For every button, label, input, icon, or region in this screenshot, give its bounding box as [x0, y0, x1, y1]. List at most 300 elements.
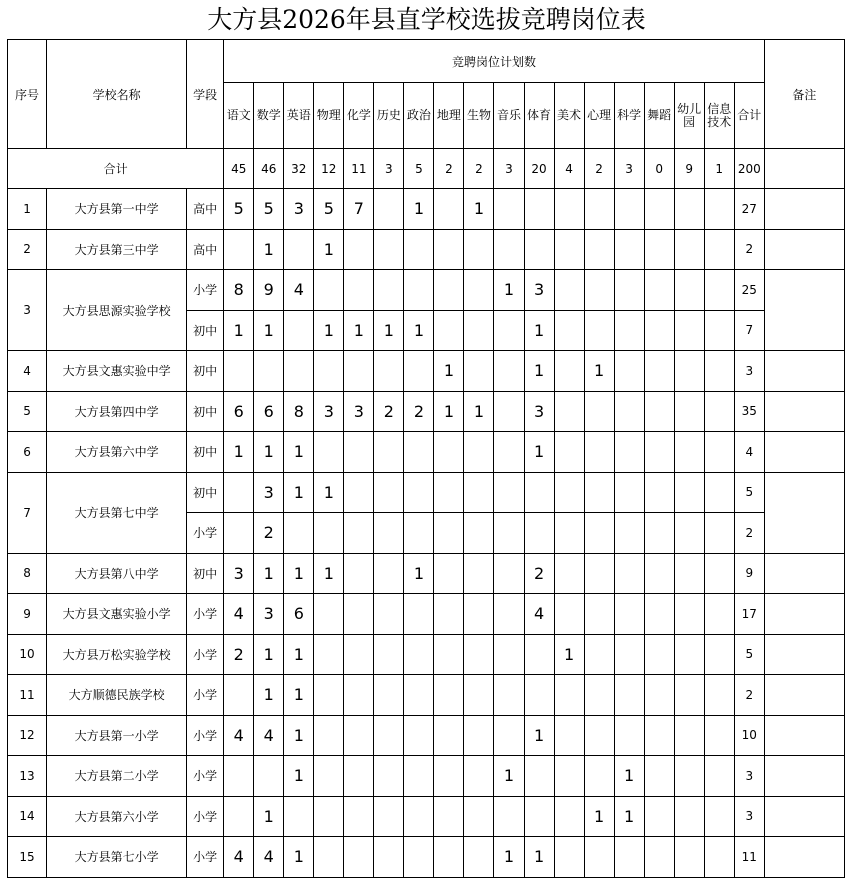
position-count — [434, 675, 464, 716]
position-count — [284, 796, 314, 837]
position-count — [674, 270, 704, 311]
remark-cell — [764, 837, 844, 878]
position-count: 3 — [284, 189, 314, 230]
position-count — [404, 796, 434, 837]
remark-cell — [764, 391, 844, 432]
position-count — [344, 553, 374, 594]
position-count — [674, 189, 704, 230]
position-count — [374, 675, 404, 716]
position-count — [314, 594, 344, 635]
position-count — [464, 634, 494, 675]
school-name: 大方顺德民族学校 — [47, 675, 187, 716]
row-total: 2 — [734, 513, 764, 554]
position-count — [674, 229, 704, 270]
position-count — [494, 553, 524, 594]
position-count: 2 — [374, 391, 404, 432]
summary-value: 2 — [584, 149, 614, 189]
position-count — [434, 472, 464, 513]
summary-value: 0 — [644, 149, 674, 189]
school-name: 大方县第六中学 — [47, 432, 187, 473]
positions-table — [7, 39, 845, 878]
position-count — [374, 634, 404, 675]
position-count — [464, 472, 494, 513]
position-count — [224, 472, 254, 513]
row-number: 9 — [8, 594, 47, 635]
position-count: 1 — [404, 553, 434, 594]
position-count — [584, 756, 614, 797]
position-count — [314, 675, 344, 716]
page-title: 大方县2026年县直学校选拔竞聘岗位表 — [207, 5, 646, 34]
row-total: 5 — [734, 634, 764, 675]
position-count — [374, 594, 404, 635]
position-count — [704, 715, 734, 756]
position-count — [494, 229, 524, 270]
position-count — [674, 553, 704, 594]
position-count — [374, 229, 404, 270]
position-count: 6 — [254, 391, 284, 432]
position-count — [704, 351, 734, 392]
position-count: 1 — [494, 756, 524, 797]
position-count — [644, 796, 674, 837]
position-count — [404, 351, 434, 392]
position-count — [434, 756, 464, 797]
position-count — [704, 594, 734, 635]
header-subject: 英语 — [284, 83, 314, 149]
position-count — [464, 675, 494, 716]
position-count: 1 — [524, 715, 554, 756]
school-level: 小学 — [187, 715, 224, 756]
position-count — [674, 715, 704, 756]
position-count — [704, 310, 734, 351]
position-count: 6 — [284, 594, 314, 635]
header-subject: 心理 — [584, 83, 614, 149]
row-total: 27 — [734, 189, 764, 230]
position-count — [464, 432, 494, 473]
header-subject: 生物 — [464, 83, 494, 149]
table-row — [8, 634, 845, 675]
position-count: 1 — [314, 472, 344, 513]
position-count: 2 — [224, 634, 254, 675]
position-count: 2 — [404, 391, 434, 432]
position-count — [314, 756, 344, 797]
position-count: 1 — [254, 432, 284, 473]
position-count — [284, 229, 314, 270]
position-count — [644, 229, 674, 270]
position-count — [584, 189, 614, 230]
position-count — [374, 553, 404, 594]
position-count: 1 — [254, 553, 284, 594]
row-total: 7 — [734, 310, 764, 351]
position-count: 1 — [254, 310, 284, 351]
position-count — [434, 837, 464, 878]
position-count — [614, 270, 644, 311]
position-count — [704, 229, 734, 270]
position-count — [644, 594, 674, 635]
position-count — [704, 513, 734, 554]
row-total: 3 — [734, 351, 764, 392]
position-count — [494, 675, 524, 716]
position-count — [554, 715, 584, 756]
position-count — [494, 189, 524, 230]
position-count: 1 — [254, 634, 284, 675]
position-count — [284, 310, 314, 351]
position-count — [494, 310, 524, 351]
table-row — [8, 594, 845, 635]
position-count: 3 — [524, 270, 554, 311]
position-count — [554, 837, 584, 878]
position-count — [344, 229, 374, 270]
summary-value: 2 — [464, 149, 494, 189]
row-total: 4 — [734, 432, 764, 473]
position-count: 1 — [464, 391, 494, 432]
summary-row — [8, 149, 845, 189]
position-count: 4 — [224, 715, 254, 756]
position-count — [344, 796, 374, 837]
position-count — [554, 513, 584, 554]
position-count — [434, 513, 464, 554]
position-count — [464, 715, 494, 756]
position-count: 4 — [524, 594, 554, 635]
school-level: 小学 — [187, 270, 224, 311]
position-count — [464, 351, 494, 392]
position-count — [374, 189, 404, 230]
header-subject: 数学 — [254, 83, 284, 149]
position-count — [554, 229, 584, 270]
remark-cell — [764, 715, 844, 756]
row-total: 3 — [734, 756, 764, 797]
position-count — [614, 715, 644, 756]
table-row — [8, 472, 845, 513]
position-count — [614, 553, 644, 594]
position-count — [614, 229, 644, 270]
position-count: 3 — [314, 391, 344, 432]
summary-label: 合计 — [8, 149, 224, 189]
header-no: 序号 — [8, 40, 47, 149]
school-level: 高中 — [187, 229, 224, 270]
position-count — [464, 310, 494, 351]
position-count — [674, 391, 704, 432]
position-count: 8 — [284, 391, 314, 432]
position-count — [314, 513, 344, 554]
summary-value: 12 — [314, 149, 344, 189]
position-count — [494, 634, 524, 675]
position-count — [374, 432, 404, 473]
position-count — [344, 715, 374, 756]
position-count — [674, 837, 704, 878]
table-row — [8, 715, 845, 756]
header-row-1 — [8, 40, 845, 83]
row-number: 2 — [8, 229, 47, 270]
row-total: 9 — [734, 553, 764, 594]
position-count — [614, 432, 644, 473]
position-count — [404, 432, 434, 473]
school-name: 大方县第七中学 — [47, 472, 187, 553]
position-count: 1 — [404, 310, 434, 351]
row-number: 5 — [8, 391, 47, 432]
position-count — [494, 472, 524, 513]
position-count — [674, 796, 704, 837]
position-count: 5 — [224, 189, 254, 230]
position-count — [374, 756, 404, 797]
position-count — [524, 634, 554, 675]
school-level: 小学 — [187, 756, 224, 797]
header-subject: 合计 — [734, 83, 764, 149]
position-count: 4 — [254, 715, 284, 756]
row-total: 5 — [734, 472, 764, 513]
position-count: 5 — [254, 189, 284, 230]
position-count — [284, 351, 314, 392]
position-count — [314, 432, 344, 473]
position-count — [644, 391, 674, 432]
position-count — [404, 229, 434, 270]
position-count — [434, 432, 464, 473]
position-count — [554, 351, 584, 392]
position-count — [344, 837, 374, 878]
header-subject: 幼儿园 — [674, 83, 704, 149]
position-count — [224, 756, 254, 797]
remark-cell — [764, 432, 844, 473]
position-count — [434, 553, 464, 594]
school-name: 大方县第二小学 — [47, 756, 187, 797]
summary-value: 32 — [284, 149, 314, 189]
position-count — [704, 756, 734, 797]
position-count — [614, 837, 644, 878]
position-count — [644, 432, 674, 473]
position-count — [224, 351, 254, 392]
position-count — [404, 594, 434, 635]
school-level: 初中 — [187, 391, 224, 432]
position-count: 4 — [254, 837, 284, 878]
table-row — [8, 229, 845, 270]
header-subject: 体育 — [524, 83, 554, 149]
position-count — [404, 634, 434, 675]
position-count — [374, 513, 404, 554]
position-count — [254, 756, 284, 797]
remark-cell — [764, 189, 844, 230]
table-row — [8, 675, 845, 716]
remark-cell — [764, 796, 844, 837]
position-count: 1 — [284, 553, 314, 594]
table-row — [8, 756, 845, 797]
position-count — [344, 432, 374, 473]
position-count — [374, 796, 404, 837]
school-level: 初中 — [187, 472, 224, 513]
position-count — [614, 310, 644, 351]
school-name: 大方县第八中学 — [47, 553, 187, 594]
position-count — [674, 432, 704, 473]
position-count — [584, 553, 614, 594]
position-count — [644, 513, 674, 554]
position-count: 1 — [284, 756, 314, 797]
position-count — [524, 756, 554, 797]
row-total: 2 — [734, 675, 764, 716]
header-remark: 备注 — [764, 40, 844, 149]
position-count — [644, 310, 674, 351]
position-count: 1 — [614, 756, 644, 797]
position-count: 1 — [314, 553, 344, 594]
row-number: 4 — [8, 351, 47, 392]
school-level: 初中 — [187, 351, 224, 392]
position-count — [524, 796, 554, 837]
position-count — [704, 432, 734, 473]
row-total: 10 — [734, 715, 764, 756]
header-subject: 语文 — [224, 83, 254, 149]
position-count — [644, 715, 674, 756]
row-number: 7 — [8, 472, 47, 553]
row-total: 11 — [734, 837, 764, 878]
summary-value: 4 — [554, 149, 584, 189]
position-count: 4 — [224, 594, 254, 635]
position-count: 7 — [344, 189, 374, 230]
row-total: 3 — [734, 796, 764, 837]
position-count — [434, 189, 464, 230]
row-number: 8 — [8, 553, 47, 594]
position-count — [674, 594, 704, 635]
summary-value: 2 — [434, 149, 464, 189]
position-count — [644, 837, 674, 878]
header-subject: 美术 — [554, 83, 584, 149]
position-count — [674, 675, 704, 716]
position-count — [614, 594, 644, 635]
position-count — [374, 837, 404, 878]
position-count — [584, 513, 614, 554]
school-name: 大方县第一中学 — [47, 189, 187, 230]
position-count — [284, 513, 314, 554]
position-count: 1 — [524, 310, 554, 351]
row-total: 25 — [734, 270, 764, 311]
row-total: 2 — [734, 229, 764, 270]
position-count — [524, 513, 554, 554]
position-count — [674, 634, 704, 675]
remark-cell — [764, 270, 844, 351]
table-row — [8, 553, 845, 594]
school-level: 初中 — [187, 432, 224, 473]
position-count — [644, 675, 674, 716]
header-subject: 科学 — [614, 83, 644, 149]
position-count: 1 — [404, 189, 434, 230]
position-count — [314, 715, 344, 756]
position-count — [344, 513, 374, 554]
position-count — [434, 310, 464, 351]
position-count — [374, 270, 404, 311]
position-count — [554, 594, 584, 635]
position-count — [554, 756, 584, 797]
header-subject: 地理 — [434, 83, 464, 149]
school-name: 大方县第六小学 — [47, 796, 187, 837]
position-count — [614, 675, 644, 716]
position-count: 1 — [434, 391, 464, 432]
position-count — [344, 675, 374, 716]
position-count — [554, 391, 584, 432]
summary-value: 3 — [614, 149, 644, 189]
school-name: 大方县文惠实验小学 — [47, 594, 187, 635]
table-row — [8, 189, 845, 230]
position-count — [494, 796, 524, 837]
row-number: 13 — [8, 756, 47, 797]
position-count — [464, 270, 494, 311]
position-count — [494, 513, 524, 554]
row-number: 15 — [8, 837, 47, 878]
summary-value: 45 — [224, 149, 254, 189]
position-count: 1 — [614, 796, 644, 837]
position-count — [494, 432, 524, 473]
position-count: 6 — [224, 391, 254, 432]
row-number: 14 — [8, 796, 47, 837]
position-count — [554, 553, 584, 594]
position-count — [704, 837, 734, 878]
position-count — [614, 189, 644, 230]
position-count: 3 — [254, 594, 284, 635]
position-count: 1 — [434, 351, 464, 392]
position-count — [704, 634, 734, 675]
position-count — [224, 796, 254, 837]
position-count — [704, 796, 734, 837]
table-row — [8, 391, 845, 432]
remark-cell — [764, 229, 844, 270]
position-count — [494, 391, 524, 432]
school-level: 小学 — [187, 594, 224, 635]
position-count — [584, 310, 614, 351]
position-count: 1 — [314, 229, 344, 270]
position-count: 1 — [464, 189, 494, 230]
position-count — [374, 472, 404, 513]
position-count: 1 — [374, 310, 404, 351]
position-count — [344, 270, 374, 311]
position-count — [314, 837, 344, 878]
position-count — [644, 553, 674, 594]
position-count — [554, 189, 584, 230]
position-count: 9 — [254, 270, 284, 311]
position-count — [344, 634, 374, 675]
summary-value: 3 — [374, 149, 404, 189]
position-count — [434, 715, 464, 756]
school-level: 小学 — [187, 513, 224, 554]
position-count — [644, 634, 674, 675]
header-school: 学校名称 — [47, 40, 187, 149]
position-count — [464, 513, 494, 554]
position-count — [464, 837, 494, 878]
header-subject: 音乐 — [494, 83, 524, 149]
position-count: 1 — [224, 310, 254, 351]
position-count: 3 — [524, 391, 554, 432]
school-name: 大方县第七小学 — [47, 837, 187, 878]
position-count: 1 — [284, 675, 314, 716]
row-number: 10 — [8, 634, 47, 675]
position-count — [584, 837, 614, 878]
position-count: 1 — [224, 432, 254, 473]
position-count — [464, 594, 494, 635]
position-count — [314, 796, 344, 837]
table-row — [8, 270, 845, 311]
position-count: 3 — [224, 553, 254, 594]
position-count: 3 — [344, 391, 374, 432]
position-count — [434, 634, 464, 675]
position-count — [524, 229, 554, 270]
position-count — [404, 472, 434, 513]
position-count: 2 — [524, 553, 554, 594]
remark-cell — [764, 472, 844, 553]
position-count — [374, 715, 404, 756]
header-subject: 历史 — [374, 83, 404, 149]
position-count — [554, 310, 584, 351]
position-count — [644, 472, 674, 513]
school-level: 初中 — [187, 553, 224, 594]
position-count — [314, 351, 344, 392]
remark-cell — [764, 675, 844, 716]
position-count: 3 — [254, 472, 284, 513]
summary-value: 5 — [404, 149, 434, 189]
position-count — [584, 715, 614, 756]
